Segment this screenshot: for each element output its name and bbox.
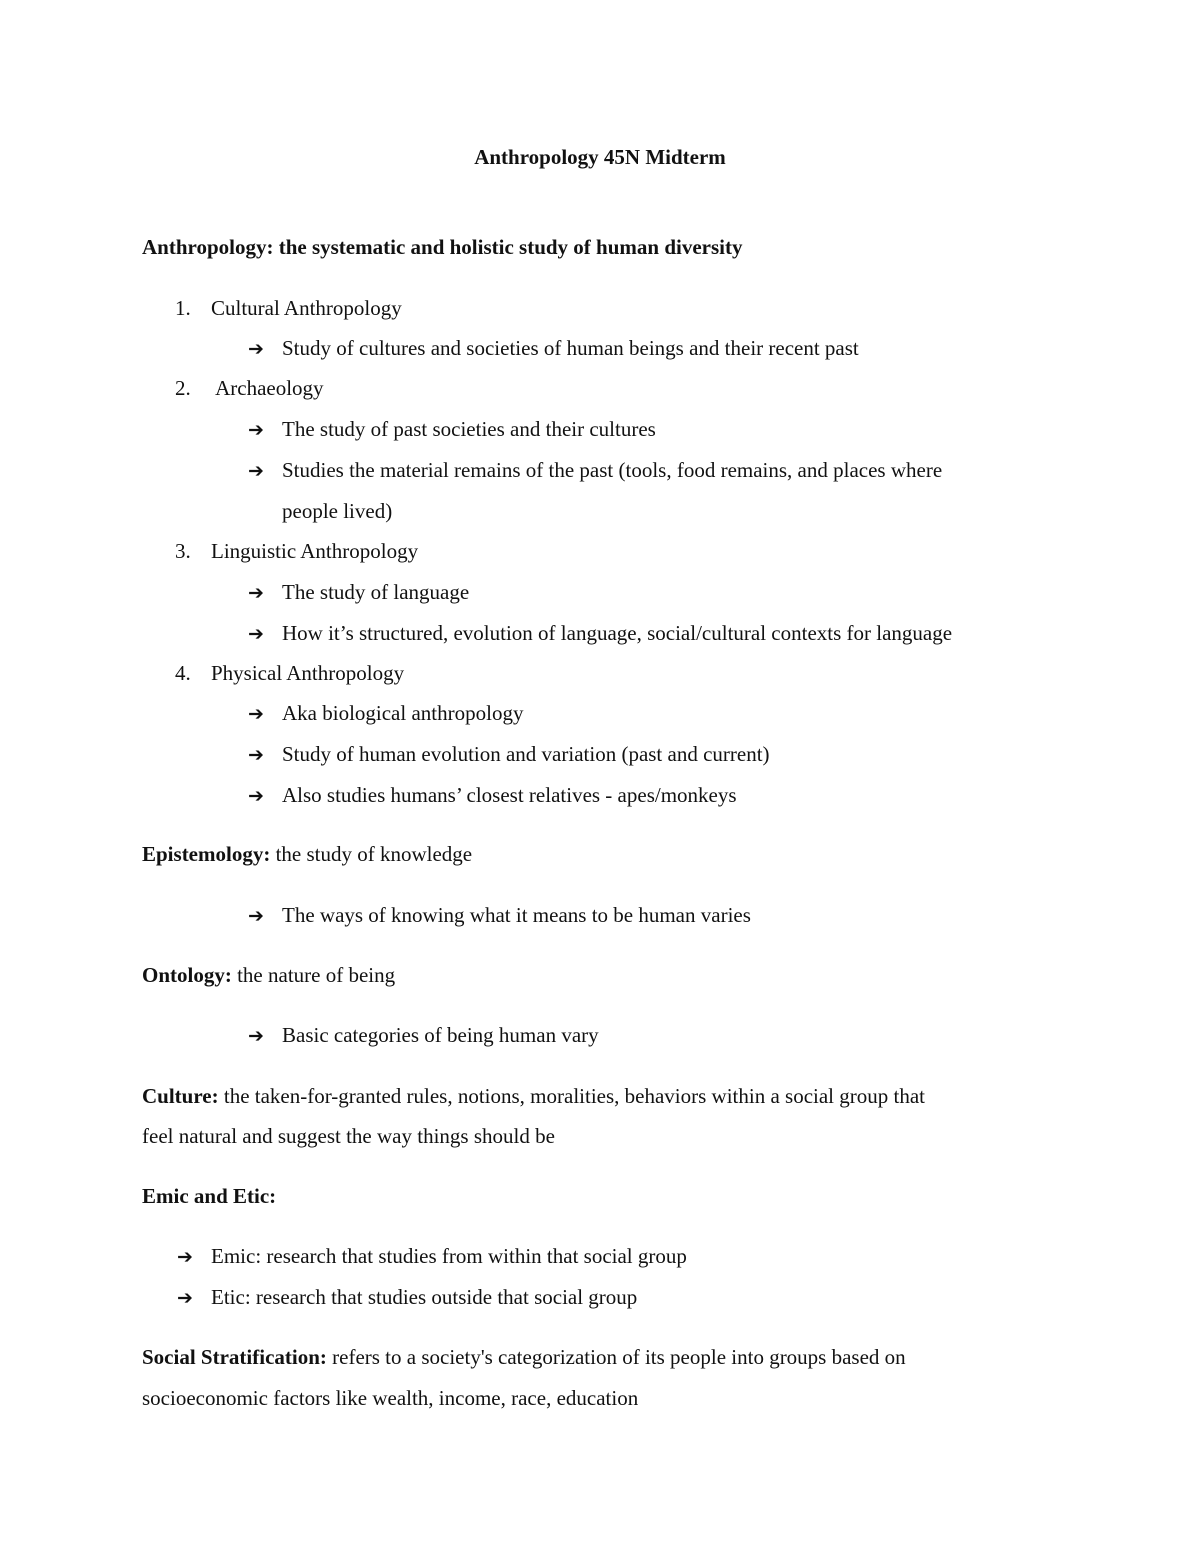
arrow-icon: ➔ [248,1025,264,1047]
list-number: 2. [175,376,191,400]
sub-bullet [248,895,751,936]
arrow-icon: ➔ [248,419,264,441]
sub-bullet [248,734,770,775]
sub-bullet [248,409,656,450]
sub-bullet-text: How it’s structured, evolution of language, social/cultural contexts for language [282,621,953,645]
culture-definition [142,1076,925,1116]
sub-bullet-text: The study of language [282,580,470,604]
epistemology-definition [142,834,472,874]
sub-bullet-text: Study of human evolution and variation (past and current) [282,742,770,766]
list-item-label: Physical Anthropology [211,661,405,685]
document-title: Anthropology 45N Midterm [474,145,726,169]
arrow-icon: ➔ [248,623,264,645]
arrow-icon: ➔ [177,1246,193,1268]
arrow-icon: ➔ [177,1287,193,1309]
culture-definition-continuation: feel natural and suggest the way things should be [142,1124,555,1148]
list-item-archaeology [175,368,324,408]
sub-bullet-text: Also studies humans’ closest relatives - apes/monkeys [282,783,737,807]
arrow-icon: ➔ [248,460,264,482]
emic-etic-heading: Emic and Etic: [142,1184,277,1208]
sub-bullet-text: Etic: research that studies outside that social group [211,1285,638,1309]
term: Culture: [142,1084,219,1108]
definition: refers to a society's categorization of its people into groups based on [326,1345,906,1369]
list-number: 4. [175,661,191,685]
sub-bullet [177,1236,687,1277]
list-item-linguistic [175,531,418,571]
sub-bullet-text: Aka biological anthropology [282,701,524,725]
social-stratification-continuation: socioeconomic factors like wealth, income, race, education [142,1386,639,1410]
sub-bullet [248,613,952,654]
sub-bullet [177,1277,637,1318]
sub-bullet-text: The study of past societies and their cultures [282,417,656,441]
list-item-label: Linguistic Anthropology [211,539,419,563]
arrow-icon: ➔ [248,582,264,604]
sub-bullet-text: Emic: research that studies from within that social group [211,1244,687,1268]
sub-bullet-continuation: people lived) [282,499,393,523]
sub-bullet-text: Basic categories of being human vary [282,1023,599,1047]
sub-bullet-text: Studies the material remains of the past (tools, food remains, and places where [282,458,943,482]
sub-bullet-text: Study of cultures and societies of human beings and their recent past [282,336,859,360]
list-number: 3. [175,539,191,563]
definition: the nature of being [231,963,396,987]
sub-bullet-text: The ways of knowing what it means to be human varies [282,903,751,927]
arrow-icon: ➔ [248,744,264,766]
list-number: 1. [175,296,191,320]
list-item-cultural [175,288,402,328]
social-stratification-definition [142,1337,906,1377]
sub-bullet [248,1015,599,1056]
term: Epistemology: [142,842,271,866]
term: Ontology: [142,963,232,987]
sub-bullet [248,775,737,816]
definition: the study of knowledge [270,842,473,866]
anthropology-definition: Anthropology: the systematic and holistic study of human diversity [142,235,743,259]
arrow-icon: ➔ [248,703,264,725]
sub-bullet [248,693,523,734]
ontology-definition [142,955,395,995]
list-item-label: Cultural Anthropology [211,296,402,320]
list-item-physical [175,653,404,693]
term: Social Stratification: [142,1345,327,1369]
sub-bullet [248,328,859,369]
definition: the taken-for-granted rules, notions, moralities, behaviors within a social group that [218,1084,926,1108]
arrow-icon: ➔ [248,905,264,927]
list-item-label: Archaeology [211,376,324,400]
arrow-icon: ➔ [248,338,264,360]
sub-bullet [248,450,942,491]
arrow-icon: ➔ [248,785,264,807]
sub-bullet [248,572,469,613]
